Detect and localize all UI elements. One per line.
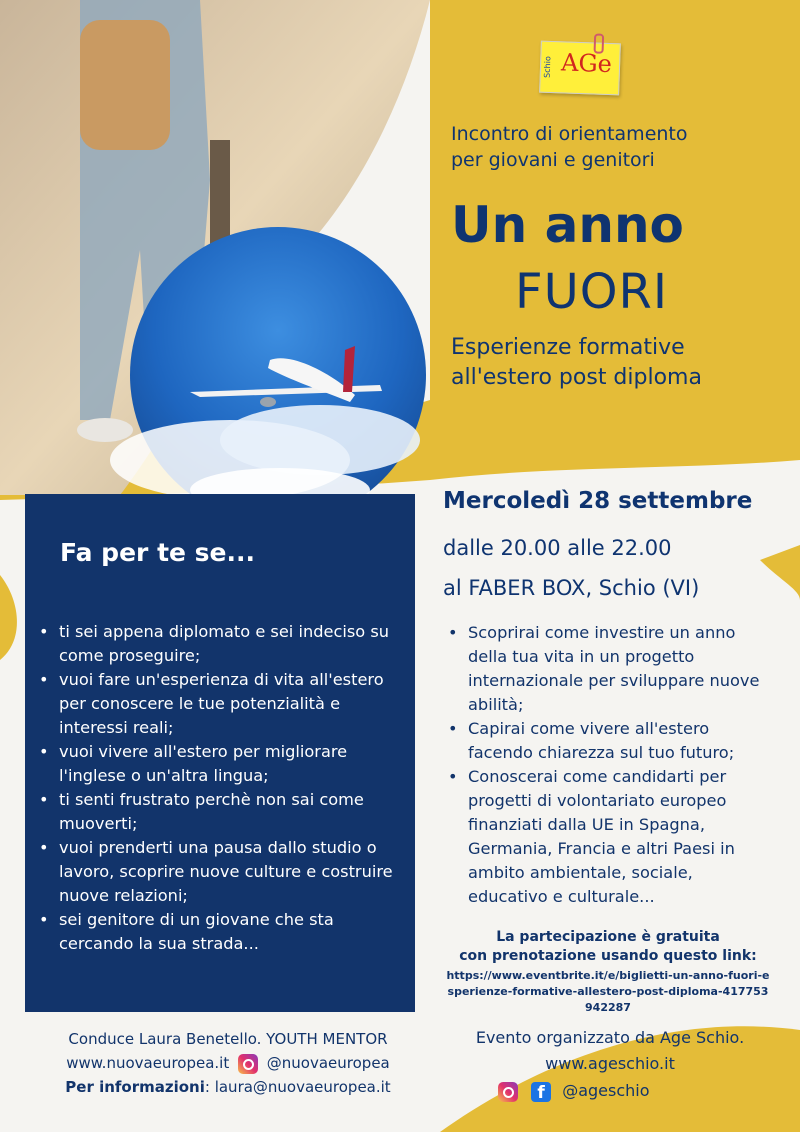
facebook-icon[interactable]: f (531, 1082, 551, 1102)
website-link[interactable]: www.nuovaeuropea.it (66, 1054, 230, 1072)
left-panel (25, 494, 415, 1012)
left-panel-list (37, 620, 407, 956)
tagline-line2: all'estero post diploma (451, 365, 702, 390)
title-line2: FUORI (515, 264, 669, 320)
tagline-line1: Esperienze formative (451, 335, 685, 360)
age-social-handle[interactable]: @ageschio (562, 1081, 650, 1100)
title-line1: Un anno (451, 196, 684, 254)
footer-left-social (48, 1051, 408, 1075)
footer-right-social (450, 1077, 770, 1105)
event-place: al FABER BOX, Schio (VI) (443, 576, 700, 600)
left-panel-heading: Fa per te se... (60, 538, 256, 567)
contact-line (48, 1075, 408, 1099)
tagline (451, 333, 702, 393)
logo-text: AGe (560, 48, 613, 79)
list-item: • Scoprirai come investire un anno della tua vita in un progetto internazionale per sviluppare nuove abilità; (446, 621, 766, 717)
list-item: • sei genitore di un giovane che sta cercando la sua strada... (37, 908, 407, 956)
age-logo (539, 41, 621, 96)
registration-link[interactable]: https://www.eventbrite.it/e/biglietti-un-anno-fuori-esperienze-formative-allestero-post-diploma-417753942287 (446, 969, 770, 1014)
instagram-handle[interactable]: @nuovaeuropea (266, 1054, 390, 1072)
list-item: • Conoscerai come candidarti per progetti di volontariato europeo finanziati dalla UE in Spagna, Germania, Francia e altri Paesi in ambito ambientale, sociale, educativo e culturale... (446, 765, 766, 909)
organizer-line: Evento organizzato da Age Schio. (475, 1028, 745, 1047)
registration-note (438, 928, 778, 1016)
logo-side-text: Schio (542, 56, 553, 79)
registration-line2: con prenotazione usando questo link: (459, 948, 757, 964)
list-item: • vuoi fare un'esperienza di vita all'estero per conoscere le tue potenzialità e interessi reali; (37, 668, 407, 740)
event-date: Mercoledì 28 settembre (443, 488, 753, 514)
conductor-line: Conduce Laura Benetello. YOUTH MENTOR (68, 1030, 388, 1048)
list-item: • vuoi prenderti una pausa dallo studio o lavoro, scoprire nuove culture e costruire nuove relazioni; (37, 836, 407, 908)
subtitle (451, 121, 688, 173)
footer-left (48, 1027, 408, 1099)
age-website-link[interactable]: www.ageschio.it (545, 1054, 675, 1073)
registration-line1: La partecipazione è gratuita (496, 929, 720, 945)
footer-right (450, 1025, 770, 1105)
paperclip-icon (594, 33, 605, 53)
right-list (446, 621, 766, 909)
subtitle-line2: per giovani e genitori (451, 149, 655, 171)
list-item: • ti senti frustrato perchè non sai come muoverti; (37, 788, 407, 836)
info-label: Per informazioni (65, 1078, 205, 1096)
instagram-icon[interactable] (238, 1054, 258, 1074)
email-link[interactable]: : laura@nuovaeuropea.it (204, 1078, 391, 1096)
subtitle-line1: Incontro di orientamento (451, 123, 688, 145)
event-time: dalle 20.00 alle 22.00 (443, 536, 672, 560)
list-item: • ti sei appena diplomato e sei indeciso su come proseguire; (37, 620, 407, 668)
list-item: • vuoi vivere all'estero per migliorare l'inglese o un'altra lingua; (37, 740, 407, 788)
list-item: • Capirai come vivere all'estero facendo chiarezza sul tuo futuro; (446, 717, 766, 765)
instagram-icon[interactable] (498, 1082, 518, 1102)
